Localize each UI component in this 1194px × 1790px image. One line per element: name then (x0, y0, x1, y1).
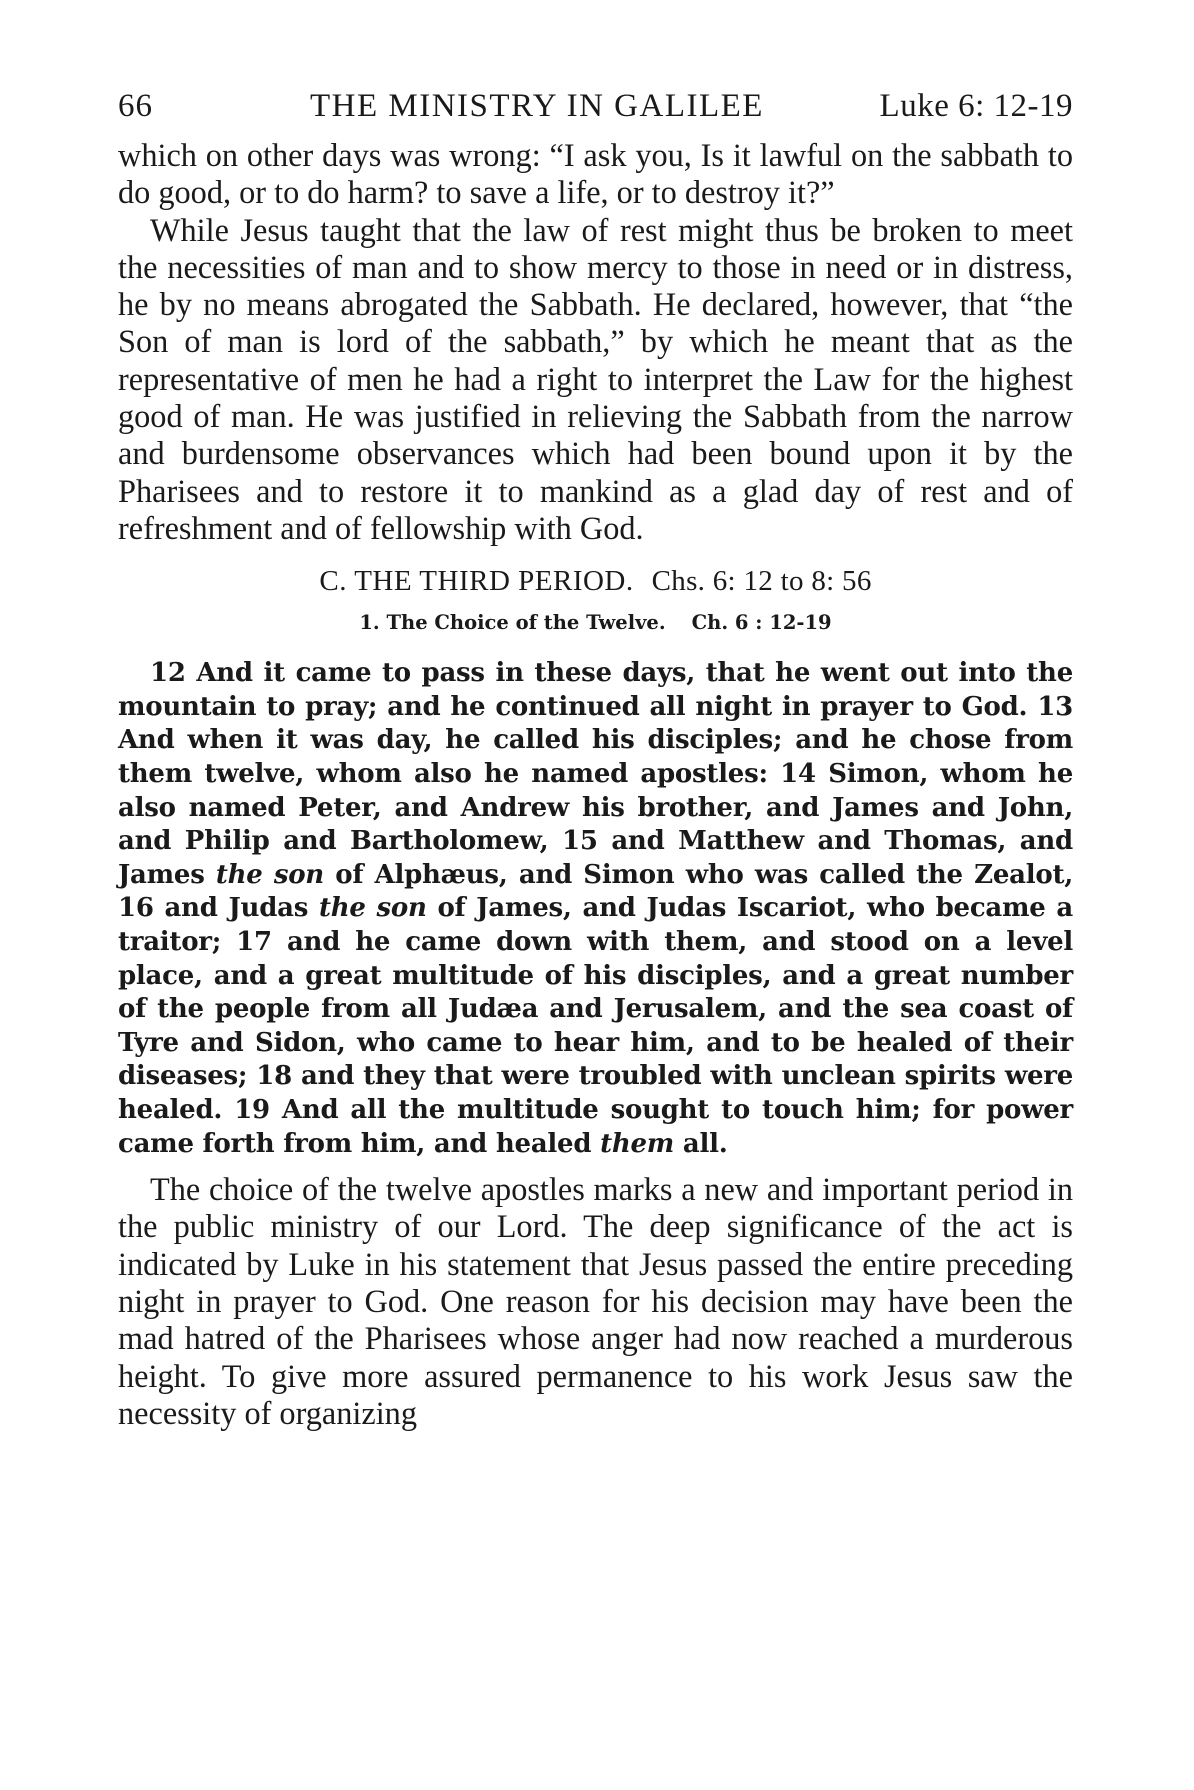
scripture-text-4: all. (682, 1128, 728, 1159)
scripture-text-1: 12 And it came to pass in these days, that he went out into the mountain to pray; and he continued all night in prayer to God. 13 And when it was day, he called his disciples; and he chose from them twelve, whom also he named apostles: 14 Simon, whom he also named Peter, and Andrew his brother, and James and John, and Philip and Bartholomew, 15 and Matthew and Thomas, and James (118, 658, 1073, 890)
running-reference: Luke 6: 12-19 (879, 88, 1073, 124)
subsection-title: 1. The Choice of the Twelve. (359, 611, 666, 635)
section-reference: Chs. 6: 12 to 8: 56 (651, 565, 872, 598)
running-title: THE MINISTRY IN GALILEE (310, 88, 764, 124)
book-page (118, 80, 1073, 1432)
paragraph-sabbath: While Jesus taught that the law of rest might thus be broken to meet the necessities of man and to show mercy to those in need or in distress, he by no means abrogated the Sabbath. He declared, however, that “the Son of man is lord of the sabbath,” by which he meant that as the representative of men he had a right to interpret the Law for the highest good of man. He was justified in relieving the Sabbath from the narrow and burdensome observances which had been bound upon it by the Pharisees and to restore it to mankind as a glad day of rest and of refreshment and of fellowship with God. (118, 211, 1073, 546)
scripture-text-2: of Alphæus, and Simon who was called the Zealot, 16 and Judas (118, 859, 1074, 924)
page-number: 66 (118, 88, 153, 124)
scripture-text-3: of James, and Judas Iscariot, who became a traitor; 17 and he came down with them, and stood on a level place, and a great multitude of his disciples, and a great number of the people from all Judæa and Jerusalem, and the sea coast of Tyre and Sidon, who came to hear him, and to be healed of their diseases; 18 and they that were troubled with unclean spirits were healed. 19 And all the multitude sought to touch him; for power came forth from him, and healed (118, 893, 1073, 1159)
section-heading (118, 563, 1073, 599)
subsection-heading (118, 607, 1073, 639)
running-header (118, 80, 1073, 132)
scripture-italic-3: them (600, 1128, 675, 1159)
scripture-passage (118, 657, 1073, 1161)
scripture-italic-1: the son (215, 859, 324, 890)
paragraph-continued: which on other days was wrong: “I ask you, Is it lawful on the sabbath to do good, or to do harm? to save a life, or to destroy it?” (118, 137, 1073, 211)
subsection-reference: Ch. 6 : 12-19 (691, 611, 832, 635)
section-title: C. THE THIRD PERIOD. (319, 565, 634, 598)
scripture-italic-2: the son (318, 893, 427, 924)
paragraph-commentary: The choice of the twelve apostles marks a new and important period in the public ministry of our Lord. The deep significance of the act is indicated by Luke in his statement that Jesus passed the entire preceding night in prayer to God. One reason for his decision may have been the mad hatred of the Pharisees whose anger had now reached a murderous height. To give more assured permanence to his work Jesus saw the necessity of organizing (118, 1171, 1073, 1431)
